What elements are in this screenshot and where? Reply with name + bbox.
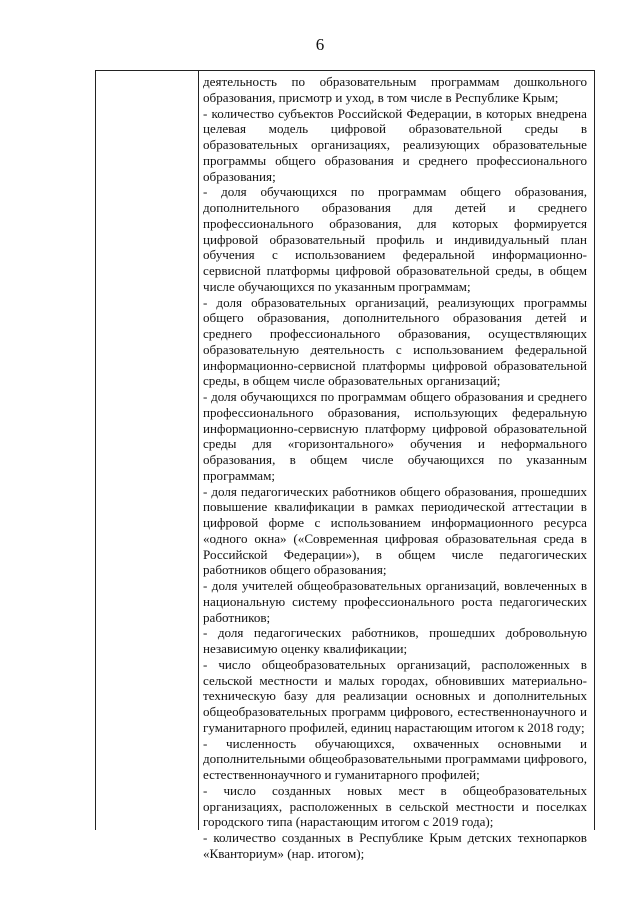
paragraph: - число общеобразовательных организаций, расположенных в сельской местности и малых городах, обновивших материально-техническую базу для реализации основных и дополнительных общеобразовательных программ цифрового, естественнонаучного и гуманитарного профилей, единиц нарастающим итогом к 2018 году; — [203, 656, 587, 735]
paragraph: - количество субъектов Российской Федерации, в которых внедрена целевая модель цифровой образовательной среды в образовательных организациях, реализующих образовательные программы общего образования и среднего профессионального образования; — [203, 105, 587, 184]
paragraph: - доля обучающихся по программам общего образования и среднего профессионального образования, использующих федеральную информационно-сервисную платформу цифровой образовательной среды для «горизонтального» обучения и неформального образования, в общем числе обучающихся по указанным программам; — [203, 389, 587, 483]
document-table — [95, 70, 595, 861]
paragraph: - численность обучающихся, охваченных основными и дополнительными общеобразовательными программами цифрового, естественнонаучного и гуманитарного профилей; — [203, 735, 587, 782]
paragraph: - доля педагогических работников, прошедших добровольную независимую оценку квалификации; — [203, 625, 587, 656]
paragraph: - число созданных новых мест в общеобразовательных организациях, расположенных в сельской местности и поселках городского типа (нарастающим итогом с 2019 года); — [203, 782, 587, 830]
paragraph: - доля педагогических работников общего образования, прошедших повышение квалификации в рамках периодической аттестации в цифровой форме с использованием информационного ресурса «одного окна» («Современная цифровая образовательная среда в Российской Федерации»), в общем числе педагогических работников общего образования; — [203, 483, 587, 578]
paragraph: деятельность по образовательным программам дошкольного образования, присмотр и уход, в том числе в Республике Крым; — [203, 74, 587, 105]
paragraph: - доля образовательных организаций, реализующих программы общего образования, дополнительного образования детей и среднего профессионального образования, осуществляющих образовательную деятельность с использованием федеральной информационно-сервисной платформы цифровой образовательной среды, в общем числе образовательных организаций; — [203, 294, 587, 389]
paragraph: - доля обучающихся по программам общего образования, дополнительного образования для детей и среднего профессионального образования, для которых формируется цифровой образовательный профиль и индивидуальный план обучения с использованием федеральной информационно-сервисной платформы цифровой образовательной среды, в общем числе обучающихся по указанным программам; — [203, 184, 587, 294]
paragraph: - доля учителей общеобразовательных организаций, вовлеченных в национальную систему профессионального роста педагогических работников; — [203, 578, 587, 625]
table-cell-text — [203, 74, 587, 862]
page-number: 6 — [315, 35, 325, 54]
paragraph: - количество созданных в Республике Крым детских технопарков «Кванториум» (нар. итогом); — [203, 830, 587, 861]
column-divider — [198, 71, 199, 830]
